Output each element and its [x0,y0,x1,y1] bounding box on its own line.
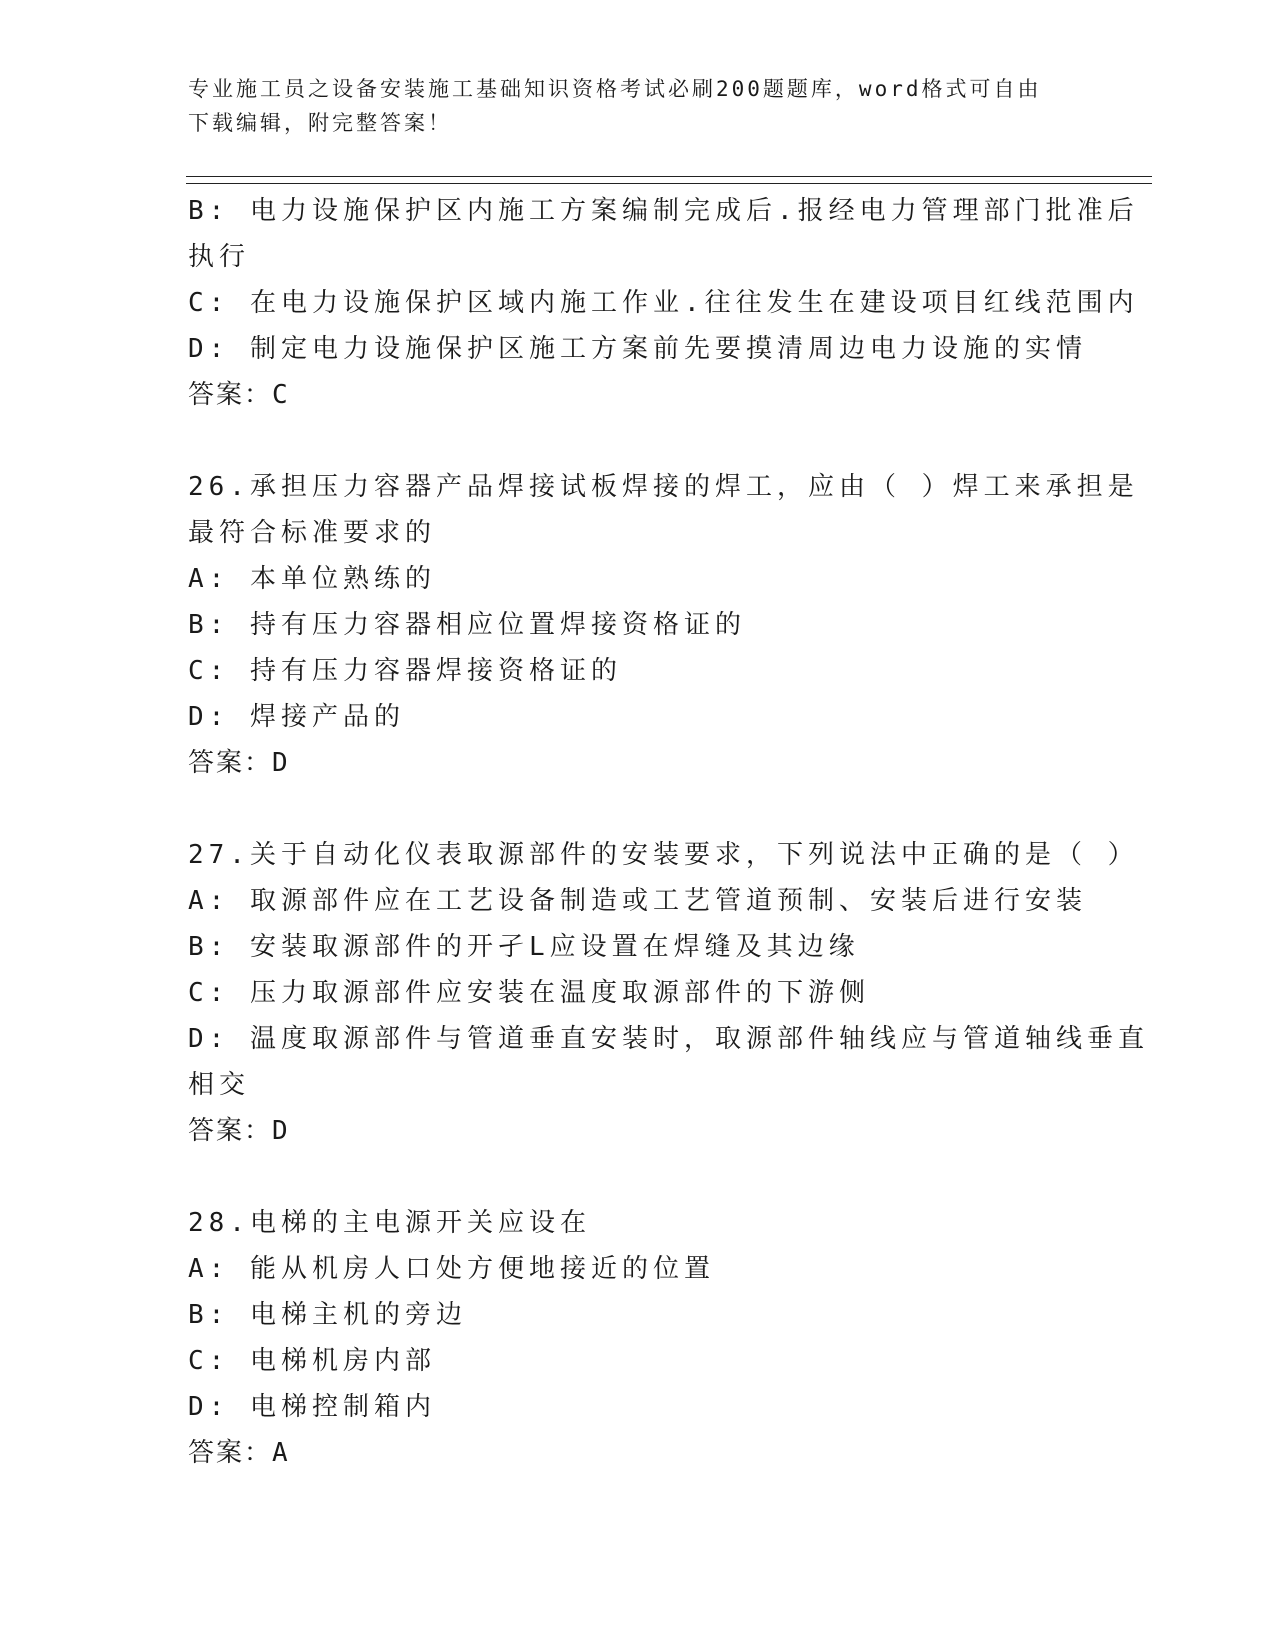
question-stem: 27.关于自动化仪表取源部件的安装要求，下列说法中正确的是（ ） [188,840,1139,870]
answer-label: 答案： [188,1438,273,1468]
question-stem: 26.承担压力容器产品焊接试板焊接的焊工，应由（ ）焊工来承担是 [188,472,1139,502]
option-c: C: 持有压力容器焊接资格证的 [188,656,622,686]
question-25-continued [188,188,1139,418]
option-d-continued: 相交 [188,1070,251,1100]
question-26 [188,464,1139,786]
header-title-line1: 专业施工员之设备安装施工基础知识资格考试必刷200题题库，word格式可自由 [188,77,1042,101]
option-b-continued: 执行 [188,242,251,272]
answer-label: 答案： [188,1116,273,1146]
option-a: A: 能从机房人口处方便地接近的位置 [188,1254,715,1284]
option-a: A: 本单位熟练的 [188,564,436,594]
answer-line [188,1108,1088,1154]
answer-line [188,372,1088,418]
option-b: B: 安装取源部件的开孑L应设置在焊缝及其边缘 [188,932,860,962]
option-b: B: 电梯主机的旁边 [188,1300,467,1330]
question-27 [188,832,1149,1154]
question-28 [188,1200,1088,1476]
answer-value: D [272,1116,290,1146]
spacer [188,786,1088,832]
question-list [188,188,1149,1476]
option-c: C: 电梯机房内部 [188,1346,436,1376]
option-d: D: 焊接产品的 [188,702,405,732]
option-b: B: 电力设施保护区内施工方案编制完成后.报经电力管理部门批准后 [188,196,1139,226]
document-header [188,72,1068,140]
answer-label: 答案： [188,748,273,778]
option-c: C: 压力取源部件应安装在温度取源部件的下游侧 [188,978,870,1008]
option-b: B: 持有压力容器相应位置焊接资格证的 [188,610,746,640]
question-stem-continued: 最符合标准要求的 [188,518,437,548]
answer-line [188,1430,1088,1476]
answer-value: D [272,748,290,778]
option-a: A: 取源部件应在工艺设备制造或工艺管道预制、安装后进行安装 [188,886,1087,916]
spacer [188,418,1088,464]
header-title-line2: 下载编辑，附完整答案！ [188,111,452,135]
question-stem: 28.电梯的主电源开关应设在 [188,1208,591,1238]
option-c: C: 在电力设施保护区域内施工作业.往往发生在建设项目红线范围内 [188,288,1139,318]
spacer [188,1154,1088,1200]
answer-value: C [272,380,290,410]
option-d: D: 温度取源部件与管道垂直安装时，取源部件轴线应与管道轴线垂直 [188,1024,1149,1054]
option-d: D: 电梯控制箱内 [188,1392,436,1422]
answer-line [188,740,1088,786]
header-divider [186,176,1152,184]
answer-value: A [272,1438,290,1468]
answer-label: 答案： [188,380,273,410]
option-d: D: 制定电力设施保护区施工方案前先要摸清周边电力设施的实情 [188,334,1087,364]
